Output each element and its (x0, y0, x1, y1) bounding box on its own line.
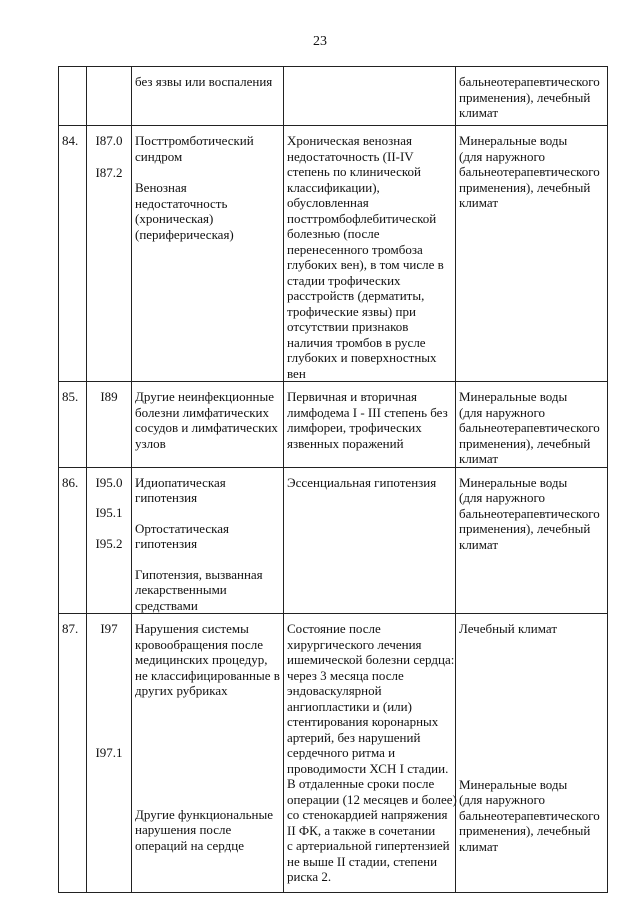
diseases-line: узлов (135, 435, 166, 451)
block-spacer (90, 637, 128, 745)
table-body (59, 67, 608, 893)
indications-block (287, 133, 452, 381)
indications-line: стадии трофических (287, 272, 401, 288)
indications-line: наличия тромбов в русле (287, 334, 426, 350)
treatment-cell (456, 467, 608, 614)
treatment-line: применения), лечебный (459, 89, 591, 105)
disease-cell (132, 614, 284, 893)
codes-block (90, 165, 128, 181)
diseases-line: нарушения после (135, 822, 232, 837)
icd-code-cell (87, 467, 132, 614)
treatment-block (459, 133, 604, 211)
block-spacer (459, 637, 604, 777)
indications-line: артерий, без нарушений (287, 729, 421, 745)
block-spacer (90, 149, 128, 165)
indications-table (58, 66, 608, 893)
indications-line: перенесенного тромбоза (287, 241, 423, 257)
block-spacer (135, 552, 280, 567)
indications-line: Эссенциальная гипотензия (287, 474, 437, 490)
treatment-block (459, 74, 604, 121)
diseases-line: сосудов и лимфатических (135, 420, 278, 435)
treatment-line: бальнеотерапевтического (459, 807, 600, 823)
icd-code-cell (87, 126, 132, 382)
diseases-block (135, 475, 280, 506)
icd-code: I97 (100, 621, 118, 636)
treatment-block (459, 475, 604, 553)
treatment-line: применения), лечебный (459, 823, 591, 838)
table-row (59, 614, 608, 893)
diseases-line: Гипотензия, вызванная (135, 566, 263, 582)
treatment-line: применения), лечебный (459, 521, 591, 536)
diseases-line: Посттромботический (135, 133, 254, 148)
diseases-line: гипотензия (135, 490, 198, 505)
indications-line: II ФК, а также в сочетании (287, 822, 436, 838)
indications-line: с артериальной гипертензией (287, 838, 450, 853)
diseases-line: синдром (135, 148, 183, 164)
codes-block (90, 505, 128, 521)
block-spacer (135, 164, 280, 180)
treatment-line: климат (459, 536, 499, 552)
treatment-line: климат (459, 838, 499, 854)
treatment-line: бальнеотерапевтического (459, 164, 600, 179)
diseases-line: болезни лимфатических (135, 404, 269, 420)
diseases-line: Венозная (135, 180, 187, 195)
diseases-line: не классифицированные в (135, 667, 280, 683)
treatment-line: Минеральные воды (459, 776, 568, 792)
indications-block (287, 776, 457, 885)
treatment-cell (456, 614, 608, 893)
indications-line: обусловленная (287, 195, 369, 210)
table-row (59, 126, 608, 382)
diseases-line: гипотензия (135, 536, 198, 551)
icd-code: I87.2 (95, 164, 123, 180)
row-number: 84. (59, 126, 87, 382)
row-number: 87. (59, 614, 87, 893)
indications-line: проводимости ХСН I стадии. (287, 760, 449, 776)
indication-cell (284, 382, 456, 468)
indications-line: язвенных поражений (287, 435, 404, 451)
diseases-block (135, 180, 280, 242)
indications-block (287, 621, 455, 776)
row-number: 86. (59, 467, 87, 614)
indications-line: глубоких вен), в том числе в (287, 257, 444, 272)
indications-line: посттромбофлебитической (287, 210, 437, 226)
block-spacer (90, 521, 128, 536)
indications-line: хирургического лечения (287, 636, 422, 652)
diseases-line: других рубриках (135, 683, 228, 698)
indication-cell (284, 614, 456, 893)
icd-code-cell (87, 382, 132, 468)
block-spacer (90, 490, 128, 505)
diseases-line: операций на сердце (135, 837, 244, 853)
codes-block (90, 475, 128, 491)
indications-block (287, 389, 452, 451)
treatment-block (459, 621, 604, 637)
icd-code-cell (87, 614, 132, 893)
treatment-line: Лечебный климат (459, 621, 558, 636)
indications-line: классификации), (287, 179, 380, 195)
indications-line: отсутствии признаков (287, 319, 409, 334)
indication-cell (284, 126, 456, 382)
diseases-block (135, 74, 280, 90)
diseases-block (135, 133, 280, 164)
diseases-line: лекарственными (135, 582, 227, 597)
page-number: 23 (313, 34, 327, 49)
diseases-line: медицинских процедур, (135, 652, 268, 667)
diseases-line: Нарушения системы (135, 621, 249, 636)
codes-block (90, 745, 128, 761)
diseases-line: кровообращения после (135, 636, 263, 652)
diseases-line: (хроническая) (135, 211, 214, 226)
indication-cell (284, 467, 456, 614)
diseases-line: средствами (135, 597, 198, 613)
treatment-line: (для наружного (459, 404, 545, 420)
indications-line: лимфореи, трофических (287, 420, 422, 435)
treatment-line: бальнеотерапевтического (459, 74, 600, 89)
indications-line: через 3 месяца после (287, 667, 404, 683)
indications-line: не выше II стадии, степени (287, 853, 438, 869)
treatment-line: (для наружного (459, 792, 545, 807)
treatment-line: бальнеотерапевтического (459, 505, 600, 521)
table-row (59, 467, 608, 614)
treatment-line: Минеральные воды (459, 133, 568, 148)
icd-code: I95.0 (95, 474, 123, 490)
codes-block (90, 133, 128, 149)
codes-block (90, 536, 128, 552)
diseases-block (135, 807, 280, 854)
disease-cell (132, 467, 284, 614)
table-row (59, 382, 608, 468)
icd-code: I89 (100, 389, 118, 404)
treatment-line: климат (459, 195, 499, 210)
block-spacer (135, 506, 280, 521)
diseases-block (135, 389, 280, 451)
treatment-block (459, 389, 604, 467)
icd-code: I87.0 (95, 133, 123, 148)
codes-block (90, 621, 128, 637)
disease-cell (132, 382, 284, 468)
indications-line: вен (287, 365, 306, 381)
block-spacer (135, 699, 280, 807)
indications-line: трофические язвы) при (287, 303, 416, 319)
indications-line: со стенокардией напряжения (287, 807, 448, 822)
disease-cell (132, 126, 284, 382)
indications-line: стентирования коронарных (287, 714, 439, 729)
diseases-block (135, 567, 280, 614)
codes-block (90, 389, 128, 405)
table-row (59, 67, 608, 126)
row-number (59, 67, 87, 126)
indications-line: операции (12 месяцев и более) (287, 791, 457, 807)
indications-line: риска 2. (287, 869, 332, 884)
treatment-cell (456, 67, 608, 126)
indications-block (287, 475, 452, 491)
treatment-line: применения), лечебный (459, 179, 591, 195)
indications-line: болезнью (после (287, 226, 380, 241)
treatment-line: применения), лечебный (459, 435, 591, 451)
disease-cell (132, 67, 284, 126)
icd-code: I95.1 (95, 505, 123, 520)
icd-code-cell (87, 67, 132, 126)
indications-line: глубоких и поверхностных (287, 350, 437, 365)
indications-line: ишемической болезни сердца: (287, 652, 455, 667)
diseases-line: (периферическая) (135, 226, 234, 242)
diseases-block (135, 621, 280, 699)
treatment-line: Минеральные воды (459, 389, 568, 404)
treatment-line: Минеральные воды (459, 474, 568, 490)
icd-code: I95.2 (95, 535, 123, 551)
diseases-line: Другие функциональные (135, 806, 274, 822)
icd-code: I97.1 (95, 744, 123, 760)
indications-line: эндоваскулярной (287, 683, 382, 698)
treatment-line: (для наружного (459, 148, 545, 164)
diseases-block (135, 521, 280, 552)
treatment-block (459, 777, 604, 855)
indications-line: степень по клинической (287, 164, 421, 179)
row-number: 85. (59, 382, 87, 468)
indications-line: ангиопластики и (или) (287, 698, 412, 714)
treatment-line: (для наружного (459, 490, 545, 505)
treatment-cell (456, 126, 608, 382)
indications-line: лимфодема I - III степень без (287, 404, 448, 420)
diseases-line: недостаточность (135, 195, 228, 211)
treatment-cell (456, 382, 608, 468)
indications-line: Состояние после (287, 621, 381, 636)
indications-line: Первичная и вторичная (287, 389, 417, 404)
treatment-line: бальнеотерапевтического (459, 420, 600, 435)
treatment-line: климат (459, 105, 499, 120)
indications-line: сердечного ритма и (287, 745, 396, 760)
indications-line: В отдаленные сроки после (287, 776, 435, 791)
indications-line: Хроническая венозная (287, 133, 412, 148)
indication-cell (284, 67, 456, 126)
diseases-line: Идиопатическая (135, 474, 226, 490)
diseases-line: без язвы или воспаления (135, 74, 273, 89)
indications-line: недостаточность (II-IV (287, 148, 414, 164)
indications-line: расстройств (дерматиты, (287, 288, 425, 303)
diseases-line: Другие неинфекционные (135, 389, 274, 404)
diseases-line: Ортостатическая (135, 520, 230, 536)
treatment-line: климат (459, 451, 499, 466)
